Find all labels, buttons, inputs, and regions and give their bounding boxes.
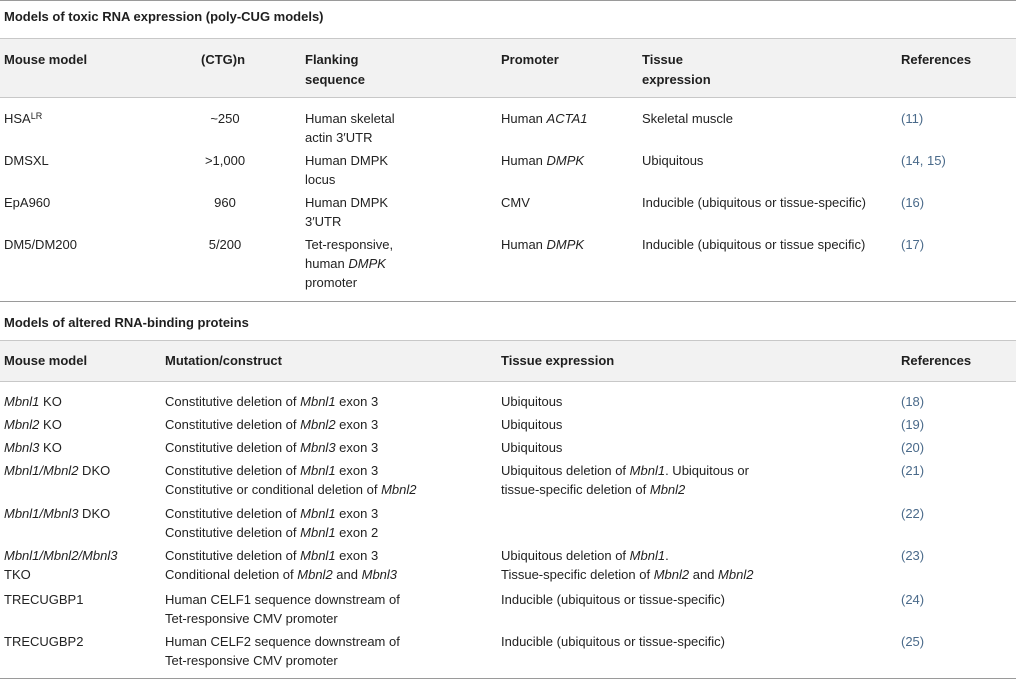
table-row-tissue: Ubiquitous deletion of Mbnl1. — [501, 548, 669, 563]
table-row-refs: (18) — [901, 394, 925, 409]
table-row-mutation: Constitutive deletion of Mbnl1 exon 3 — [165, 394, 379, 409]
section2-title: Models of altered RNA-binding proteins — [4, 315, 249, 330]
table-row-model: Mbnl2 KO — [4, 417, 62, 432]
table-row-tissue: Ubiquitous — [501, 417, 563, 432]
table-row-tissue: Ubiquitous — [501, 394, 563, 409]
table-row-mutation: Tet-responsive CMV promoter — [165, 611, 338, 626]
table-row-mutation: Constitutive deletion of Mbnl1 exon 3 — [165, 548, 379, 563]
table-row-refs: (20) — [901, 440, 925, 455]
table-row-tissue: Inducible (ubiquitous or tissue-specific) — [642, 195, 866, 210]
header-flanking-2: sequence — [305, 72, 365, 87]
header-tissue-1: Tissue — [642, 52, 683, 67]
table-row-model: TRECUGBP2 — [4, 634, 84, 649]
table-row-model: Mbnl1/Mbnl2 DKO — [4, 463, 111, 478]
section2-top-rule — [0, 301, 1016, 302]
table-row-refs: (14, 15) — [901, 153, 946, 168]
table-row-tissue: tissue-specific deletion of Mbnl2 — [501, 482, 686, 497]
table-row-tissue: Inducible (ubiquitous or tissue-specific) — [501, 634, 725, 649]
table-row-promoter: Human ACTA1 — [501, 111, 588, 126]
table-row-model: Mbnl3 KO — [4, 440, 62, 455]
table-row-flank: Human skeletal — [305, 111, 395, 126]
header2-mouse-model: Mouse model — [4, 353, 88, 368]
table-row-ctgn: ~250 — [210, 111, 240, 126]
table-row-model: Mbnl1 KO — [4, 394, 62, 409]
table-row-refs: (21) — [901, 463, 925, 478]
table-row-mutation: Human CELF1 sequence downstream of — [165, 592, 400, 607]
section2-header-rule — [0, 381, 1016, 382]
table-row-flank: 3′UTR — [305, 214, 342, 229]
table-row-refs: (24) — [901, 592, 925, 607]
table-row-tissue: Ubiquitous — [501, 440, 563, 455]
table-row-flank: Human DMPK — [305, 153, 389, 168]
table-row-tissue: Ubiquitous — [642, 153, 704, 168]
table-row-flank: Tet-responsive, — [305, 237, 394, 252]
table-row-tissue: Ubiquitous deletion of Mbnl1. Ubiquitous or — [501, 463, 749, 478]
table-row-refs: (25) — [901, 634, 925, 649]
section1-title: Models of toxic RNA expression (poly-CUG models) — [4, 9, 324, 24]
table-row-tissue: Inducible (ubiquitous or tissue-specific) — [501, 592, 725, 607]
header2-tissue: Tissue expression — [501, 353, 615, 368]
table-row-refs: (17) — [901, 237, 925, 252]
table-row-model: Mbnl1/Mbnl2/Mbnl3 — [4, 548, 118, 563]
table-row-promoter: Human DMPK — [501, 153, 585, 168]
table-row-flank: actin 3′UTR — [305, 130, 373, 145]
table-row-tissue: Tissue-specific deletion of Mbnl2 and Mbnl2 — [501, 567, 754, 582]
table-row-mutation: Constitutive deletion of Mbnl1 exon 2 — [165, 525, 379, 540]
table-row-flank: Human DMPK — [305, 195, 389, 210]
table-row-flank: promoter — [305, 275, 358, 290]
table-row-refs: (16) — [901, 195, 925, 210]
table-row-ctgn: 960 — [214, 195, 236, 210]
table-row-model: Mbnl1/Mbnl3 DKO — [4, 506, 111, 521]
table-row-model: EpA960 — [4, 195, 51, 210]
header2-references: References — [901, 353, 972, 368]
table-row-ctgn: >1,000 — [204, 153, 246, 168]
table-row-refs: (19) — [901, 417, 925, 432]
table-row-tissue: Skeletal muscle — [642, 111, 734, 126]
table-row-mutation: Tet-responsive CMV promoter — [165, 653, 338, 668]
table-row-mutation: Constitutive deletion of Mbnl1 exon 3 — [165, 463, 379, 478]
header-promoter: Promoter — [501, 52, 559, 67]
header-ctgn: (CTG)n — [201, 52, 246, 67]
table-row-refs: (11) — [901, 111, 924, 126]
section1-header-rule — [0, 97, 1016, 98]
table-row-ctgn: 5/200 — [208, 237, 242, 252]
table-row-model: DM5/DM200 — [4, 237, 77, 252]
table-row-model: TRECUGBP1 — [4, 592, 84, 607]
top-rule — [0, 0, 1016, 1]
table-row-mutation: Human CELF2 sequence downstream of — [165, 634, 400, 649]
table-row-mutation: Conditional deletion of Mbnl2 and Mbnl3 — [165, 567, 398, 582]
table-row-promoter: CMV — [501, 195, 530, 210]
header-references: References — [901, 52, 972, 67]
table-row-mutation: Constitutive deletion of Mbnl1 exon 3 — [165, 506, 379, 521]
table-row-mutation: Constitutive or conditional deletion of Mbnl2 — [165, 482, 417, 497]
table-row-model: $HSA^{LR}$ — [4, 111, 43, 126]
header-mouse-model: Mouse model — [4, 52, 88, 67]
table-row-model: DMSXL — [4, 153, 49, 168]
table-row-tissue: Inducible (ubiquitous or tissue specific) — [642, 237, 866, 252]
header2-mutation: Mutation/construct — [165, 353, 282, 368]
table-row-flank: human DMPK — [305, 256, 386, 271]
table-row-mutation: Constitutive deletion of Mbnl3 exon 3 — [165, 440, 379, 455]
table-row-flank: locus — [305, 172, 336, 187]
bottom-rule — [0, 678, 1016, 679]
table-row-refs: (23) — [901, 548, 925, 563]
header-flanking-1: Flanking — [305, 52, 359, 67]
table-row-model: TKO — [4, 567, 31, 582]
table-row-mutation: Constitutive deletion of Mbnl2 exon 3 — [165, 417, 379, 432]
header-tissue-2: expression — [642, 72, 711, 87]
table-row-promoter: Human DMPK — [501, 237, 585, 252]
table-row-refs: (22) — [901, 506, 925, 521]
